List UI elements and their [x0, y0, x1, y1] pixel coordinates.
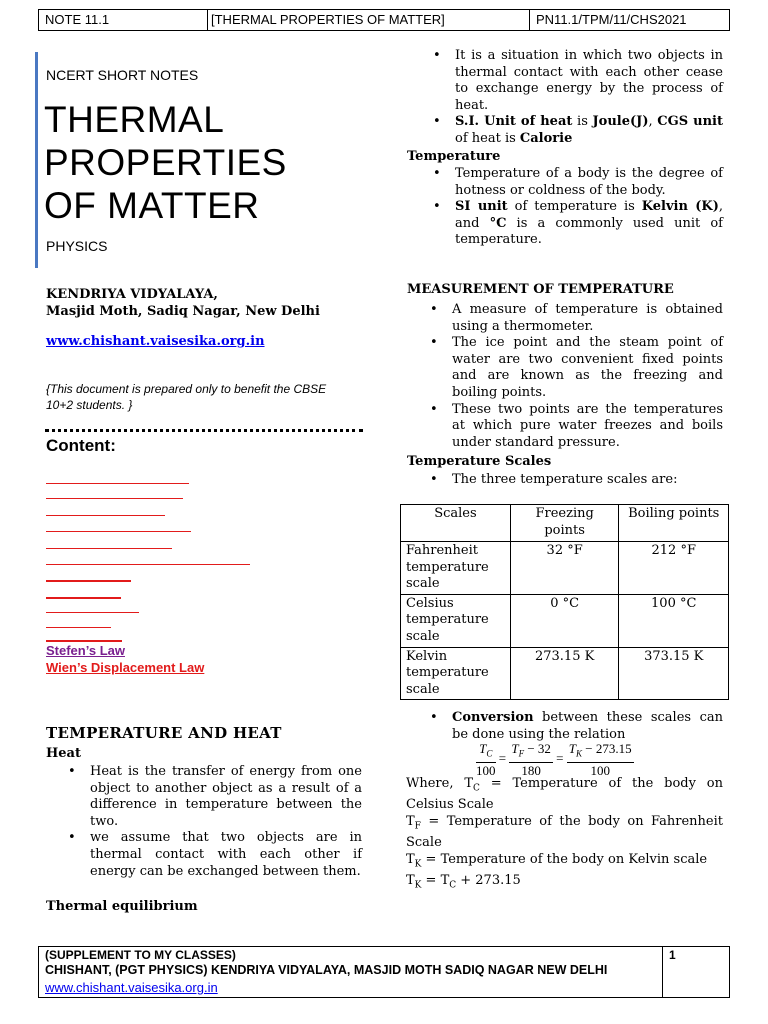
conversion-list	[452, 710, 723, 743]
text: = Temperature of the body on Fahrenheit Scale	[406, 813, 723, 850]
footer-divider	[662, 947, 663, 997]
toc-link-stefan[interactable]: Stefen’s Law	[46, 643, 125, 658]
list-item: • The three temperature scales are:	[452, 472, 723, 489]
footer-website-link[interactable]: www.chishant.vaisesika.org.in	[45, 980, 218, 995]
text: is a commonly used unit of temperature.	[455, 215, 723, 248]
text: T	[511, 741, 519, 756]
text: ,	[648, 114, 658, 130]
equals-sign-2: =	[556, 750, 564, 766]
table-cell: 0 °C	[510, 594, 619, 647]
text: T	[479, 741, 487, 756]
disclaimer-line: {This document is prepared only to benefit the CBSE	[46, 382, 327, 396]
temperature-list	[455, 166, 723, 249]
toc-link-line[interactable]	[46, 627, 111, 628]
text: 180	[521, 762, 541, 778]
text: T	[568, 741, 576, 756]
text: Where, T	[406, 776, 473, 791]
table-header: Freezing points	[510, 505, 619, 542]
footer-supplement: (SUPPLEMENT TO MY CLASSES)	[45, 948, 236, 962]
text: = T	[421, 872, 450, 888]
text: = Temperature of the body on Celsius Scale	[406, 776, 723, 813]
fraction	[509, 741, 553, 778]
table-row	[401, 594, 729, 647]
table-header: Scales	[401, 505, 511, 542]
conversion-formula	[476, 741, 634, 778]
toc-link-line[interactable]	[46, 515, 165, 516]
table-cell: 373.15 K	[619, 647, 729, 700]
title-line: OF MATTER	[44, 185, 260, 226]
measurement-heading: MEASUREMENT OF TEMPERATURE	[407, 282, 674, 297]
doc-code: PN11.1/TPM/11/CHS2021	[536, 12, 687, 27]
table-cell: 100 °C	[619, 594, 729, 647]
table-cell: 32 °F	[510, 542, 619, 595]
footer-author: CHISHANT, (PGT PHYSICS) KENDRIYA VIDYALAYA, MASJID MOTH SADIQ NAGAR NEW DELHI	[45, 963, 608, 977]
list-item: • The ice point and the steam point of water are two convenient fixed points and are known as the freezing and boiling points.	[452, 335, 723, 401]
text: =	[498, 750, 507, 766]
calorie-unit: Calorie	[519, 130, 573, 146]
si-temp-label: SI unit	[455, 199, 508, 215]
definition-tf	[406, 814, 723, 852]
toc-link-wien[interactable]: Wien’s Displacement Law	[46, 660, 205, 675]
title-line: THERMAL	[44, 99, 225, 140]
text: − 273.15	[582, 741, 632, 756]
celsius-unit: °C	[489, 215, 507, 231]
list-item: • It is a situation in which two objects in thermal contact with each other cease to exchange energy by the process of heat.	[455, 48, 723, 114]
kelvin-unit: Kelvin (K)	[641, 199, 719, 215]
disclaimer	[46, 381, 326, 413]
list-item: • Heat is the transfer of energy from one object to another object as a result of a difference in temperature between the two.	[90, 764, 362, 830]
text: K	[414, 880, 422, 891]
joule-unit: Joule(J)	[592, 114, 649, 130]
text: C	[473, 783, 480, 794]
contents-heading: Content:	[46, 436, 116, 455]
text: between these scales can be done using the relation	[452, 710, 723, 742]
text: T	[406, 813, 415, 829]
page-footer	[38, 946, 730, 998]
scales-list	[452, 472, 723, 489]
temperature-scales-table	[400, 504, 729, 700]
definition-tk	[406, 852, 723, 873]
table-cell: 273.15 K	[510, 647, 619, 700]
thermal-equilibrium-label: Thermal equilibrium	[46, 899, 198, 914]
school-info	[46, 286, 320, 320]
text: T	[406, 872, 415, 888]
text: of heat is	[455, 130, 520, 146]
page-header	[38, 9, 730, 31]
text: − 32	[524, 741, 551, 756]
subject: PHYSICS	[46, 238, 108, 254]
kicker: NCERT SHORT NOTES	[46, 67, 199, 83]
toc-link-line[interactable]	[46, 597, 121, 599]
toc-link-line[interactable]	[46, 564, 250, 565]
list-item	[452, 710, 723, 743]
list-item: • A measure of temperature is obtained using a thermometer.	[452, 302, 723, 335]
definition-tc	[406, 776, 723, 814]
toc-link-line[interactable]	[46, 580, 131, 582]
text: F	[414, 821, 421, 832]
text: , and	[455, 199, 724, 231]
school-address: Masjid Moth, Sadiq Nagar, New Delhi	[46, 304, 320, 319]
cgs-label: CGS unit	[657, 114, 724, 130]
fraction	[476, 741, 496, 778]
fraction	[567, 741, 634, 778]
si-heat-label: S.I. Unit of heat	[455, 114, 573, 130]
school-name: KENDRIYA VIDYALAYA,	[46, 287, 218, 302]
table-cell: 212 °F	[619, 542, 729, 595]
disclaimer-line: 10+2 students. }	[46, 398, 133, 412]
text: 100	[590, 762, 610, 778]
text: 100	[476, 762, 496, 778]
page-number: 1	[669, 948, 676, 962]
list-item: • Temperature of a body is the degree of hotness or coldness of the body.	[455, 166, 723, 199]
text: K	[576, 748, 583, 759]
text: C	[449, 880, 457, 891]
table-header-row	[401, 505, 729, 542]
text: C	[486, 748, 493, 759]
text: T	[406, 851, 415, 867]
title-line: PROPERTIES	[44, 142, 287, 183]
text: F	[518, 748, 525, 759]
text: = Temperature of the body on Kelvin scale	[421, 851, 708, 867]
list-item: • These two points are the temperatures at which pure water freezes and boils under standard pressure.	[452, 402, 723, 452]
temperature-label: Temperature	[407, 149, 501, 164]
header-title: [THERMAL PROPERTIES OF MATTER]	[211, 12, 445, 27]
table-cell: Celsius temperature scale	[401, 594, 511, 647]
toc-link-line[interactable]	[46, 483, 189, 484]
list-item: • we assume that two objects are in thermal contact with each other if energy can be exchanged between them.	[90, 830, 362, 880]
accent-bar	[35, 52, 38, 268]
toc-link-line[interactable]	[46, 548, 172, 549]
text: K	[414, 859, 422, 870]
equilibrium-list	[455, 48, 723, 148]
toc-link-line[interactable]	[46, 498, 183, 499]
contents-divider	[45, 429, 363, 432]
heat-list	[90, 764, 362, 880]
toc-link-line[interactable]	[46, 612, 139, 613]
scales-label: Temperature Scales	[407, 454, 552, 469]
note-number: NOTE 11.1	[45, 12, 110, 27]
header-divider	[207, 10, 208, 30]
table-cell: Fahrenheit temperature scale	[401, 542, 511, 595]
list-item	[455, 199, 723, 249]
text: of temperature is	[507, 199, 642, 215]
table-cell: Kelvin temperature scale	[401, 647, 511, 700]
measurement-list	[452, 302, 723, 451]
variable-definitions	[406, 776, 723, 894]
table-row	[401, 542, 729, 595]
conversion-label: Conversion	[452, 710, 534, 725]
heat-label: Heat	[46, 746, 81, 761]
section-heading: TEMPERATURE AND HEAT	[46, 724, 282, 742]
toc-link-line[interactable]	[46, 640, 122, 642]
text: + 273.15	[456, 872, 521, 888]
website-link[interactable]: www.chishant.vaisesika.org.in	[46, 334, 265, 349]
cover-title	[44, 98, 287, 227]
list-item	[455, 114, 723, 147]
header-divider	[529, 10, 530, 30]
toc-link-line[interactable]	[46, 531, 191, 532]
text: is	[572, 114, 593, 130]
table-header: Boiling points	[619, 505, 729, 542]
kelvin-celsius-relation	[406, 873, 723, 894]
table-row	[401, 647, 729, 700]
